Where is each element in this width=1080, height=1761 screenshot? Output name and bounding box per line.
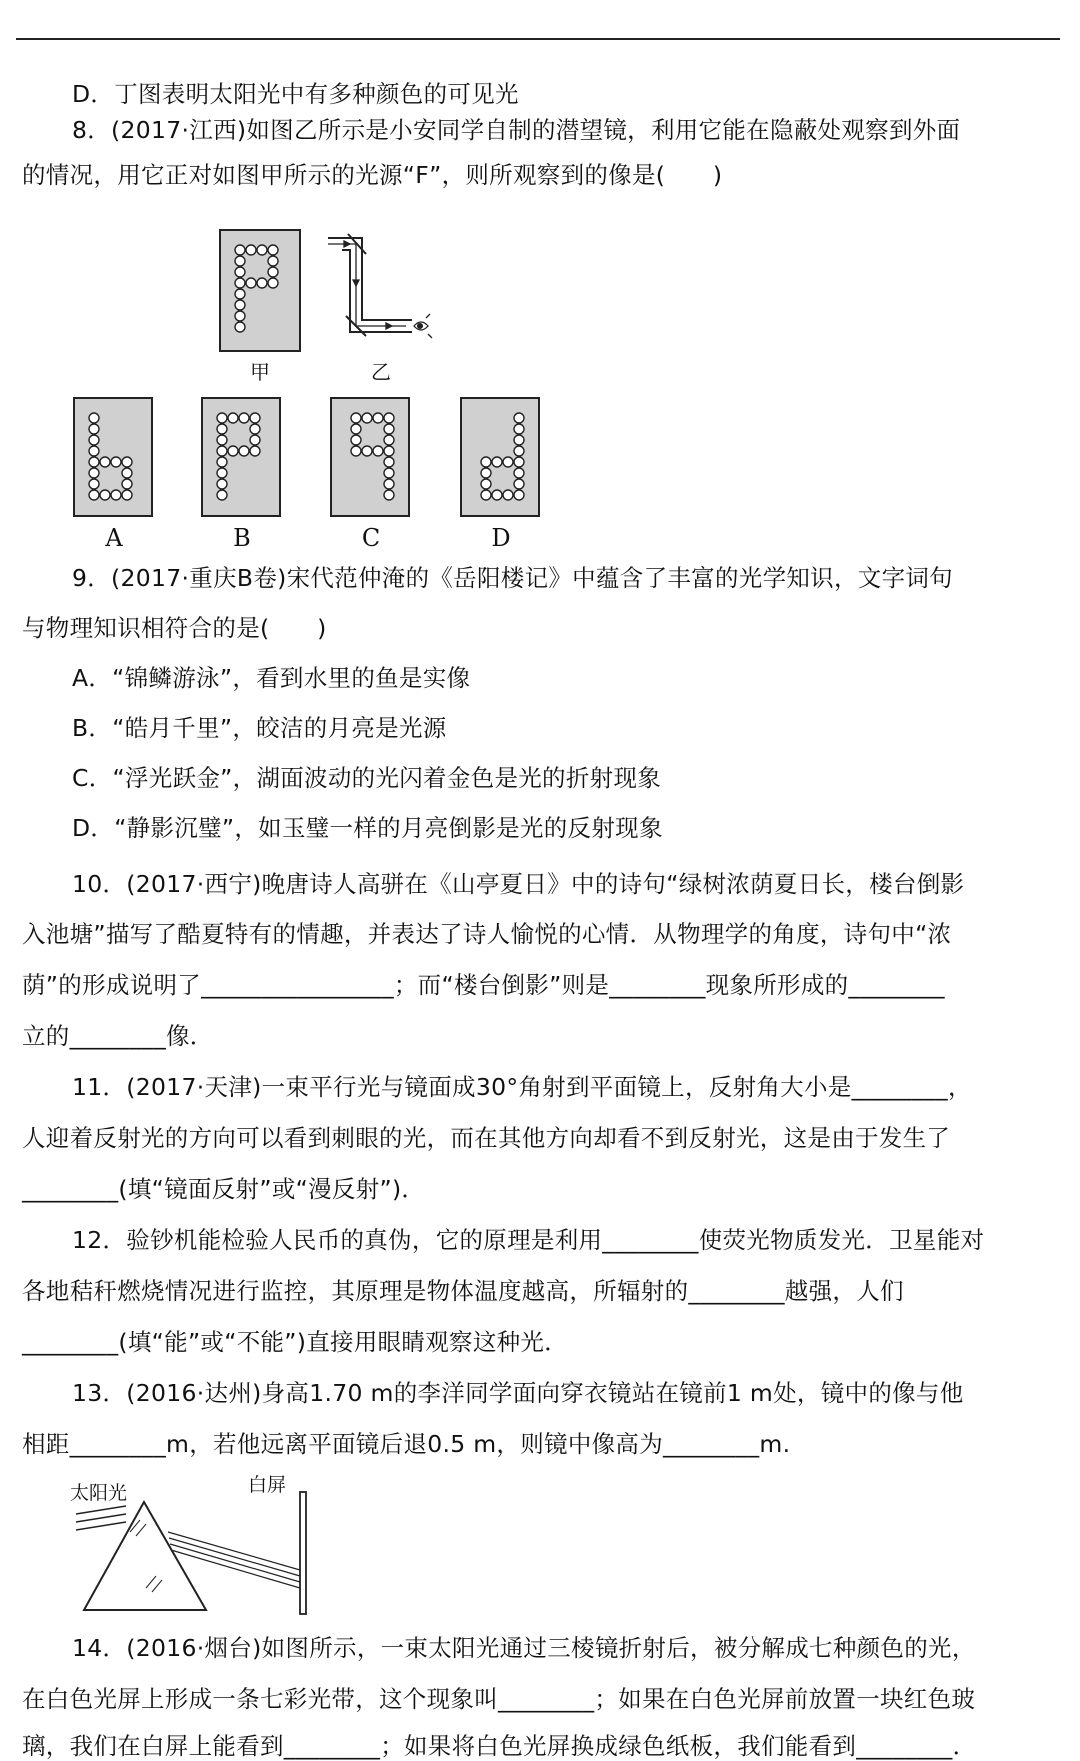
q9-option-c: C．“浮光跃金”，湖面波动的光闪着金色是光的折射现象 <box>72 764 662 792</box>
q10-line-3: 荫”的形成说明了________________；而“楼台倒影”则是________现象所形成的________ <box>22 971 945 999</box>
q9-option-b: B．“皓月千里”，皎洁的月亮是光源 <box>72 714 447 742</box>
q7-option-d: D．丁图表明太阳光中有多种颜色的可见光 <box>72 80 519 108</box>
q8-line-2: 的情况，用它正对如图甲所示的光源“F”，则所观察到的像是( ) <box>22 161 723 189</box>
q12-line-2: 各地秸秆燃烧情况进行监控，其原理是物体温度越高，所辐射的________越强，人们 <box>22 1277 904 1305</box>
q12-line-1: 12．验钞机能检验人民币的真伪，它的原理是利用________使荧光物质发光．卫星能对 <box>72 1226 985 1254</box>
q10-line-2: 入池塘”描写了酷夏特有的情趣，并表达了诗人愉悦的心情．从物理学的角度，诗句中“浓 <box>22 920 952 948</box>
q14-line-3: 璃，我们在白屏上能看到________；如果将白色光屏换成绿色纸板，我们能看到________． <box>22 1732 977 1760</box>
top-rule <box>16 38 1060 40</box>
figure-jia-caption: 甲 <box>250 360 270 384</box>
q14-line-2: 在白色光屏上形成一条七彩光带，这个现象叫________；如果在白色光屏前放置一块红色玻 <box>22 1685 976 1713</box>
sunlight-label: 太阳光 <box>70 1482 128 1504</box>
q10-line-4: 立的________像． <box>22 1022 214 1050</box>
q14-line-1: 14．(2016·烟台)如图所示，一束太阳光通过三棱镜折射后，被分解成七种颜色的光， <box>72 1634 976 1662</box>
q9-option-d: D．“静影沉璧”，如玉璧一样的月亮倒影是光的反射现象 <box>72 814 663 842</box>
q12-line-3: ________(填“能”或“不能”)直接用眼睛观察这种光． <box>22 1328 569 1356</box>
option-d-label: D <box>491 524 511 552</box>
white-screen-label: 白屏 <box>248 1474 287 1496</box>
figure-yi-periscope <box>322 230 434 348</box>
option-b-label: B <box>233 524 251 552</box>
option-d-image <box>459 396 543 520</box>
option-a-label: A <box>105 524 123 552</box>
option-b-image <box>200 396 284 520</box>
q13-line-2: 相距________m，若他远离平面镜后退0.5 m，则镜中像高为________m. <box>22 1430 791 1458</box>
q13-line-1: 13．(2016·达州)身高1.70 m的李洋同学面向穿衣镜站在镜前1 m处，镜中的像与他 <box>72 1379 964 1407</box>
figure-jia-light-source <box>218 228 304 355</box>
option-c-label: C <box>361 524 381 552</box>
option-a-image <box>72 396 156 520</box>
option-c-image <box>329 396 413 520</box>
figure-yi-caption: 乙 <box>371 360 391 384</box>
q11-line-2: 人迎着反射光的方向可以看到刺眼的光，而在其他方向却看不到反射光，这是由于发生了 <box>22 1124 951 1152</box>
q11-line-3: ________(填“镜面反射”或“漫反射”)． <box>22 1175 426 1203</box>
q9-line-2: 与物理知识相符合的是( ) <box>22 614 327 642</box>
q10-line-1: 10．(2017·西宁)晚唐诗人高骈在《山亭夏日》中的诗句“绿树浓荫夏日长，楼台倒影 <box>72 870 965 898</box>
q9-line-1: 9．(2017·重庆B卷)宋代范仲淹的《岳阳楼记》中蕴含了丰富的光学知识，文字词句 <box>72 564 953 592</box>
q8-line-1: 8．(2017·江西)如图乙所示是小安同学自制的潜望镜，利用它能在隐蔽处观察到外面 <box>72 116 961 144</box>
q9-option-a: A．“锦鳞游泳”，看到水里的鱼是实像 <box>72 664 471 692</box>
q11-line-1: 11．(2017·天津)一束平行光与镜面成30°角射到平面镜上，反射角大小是________， <box>72 1073 972 1101</box>
